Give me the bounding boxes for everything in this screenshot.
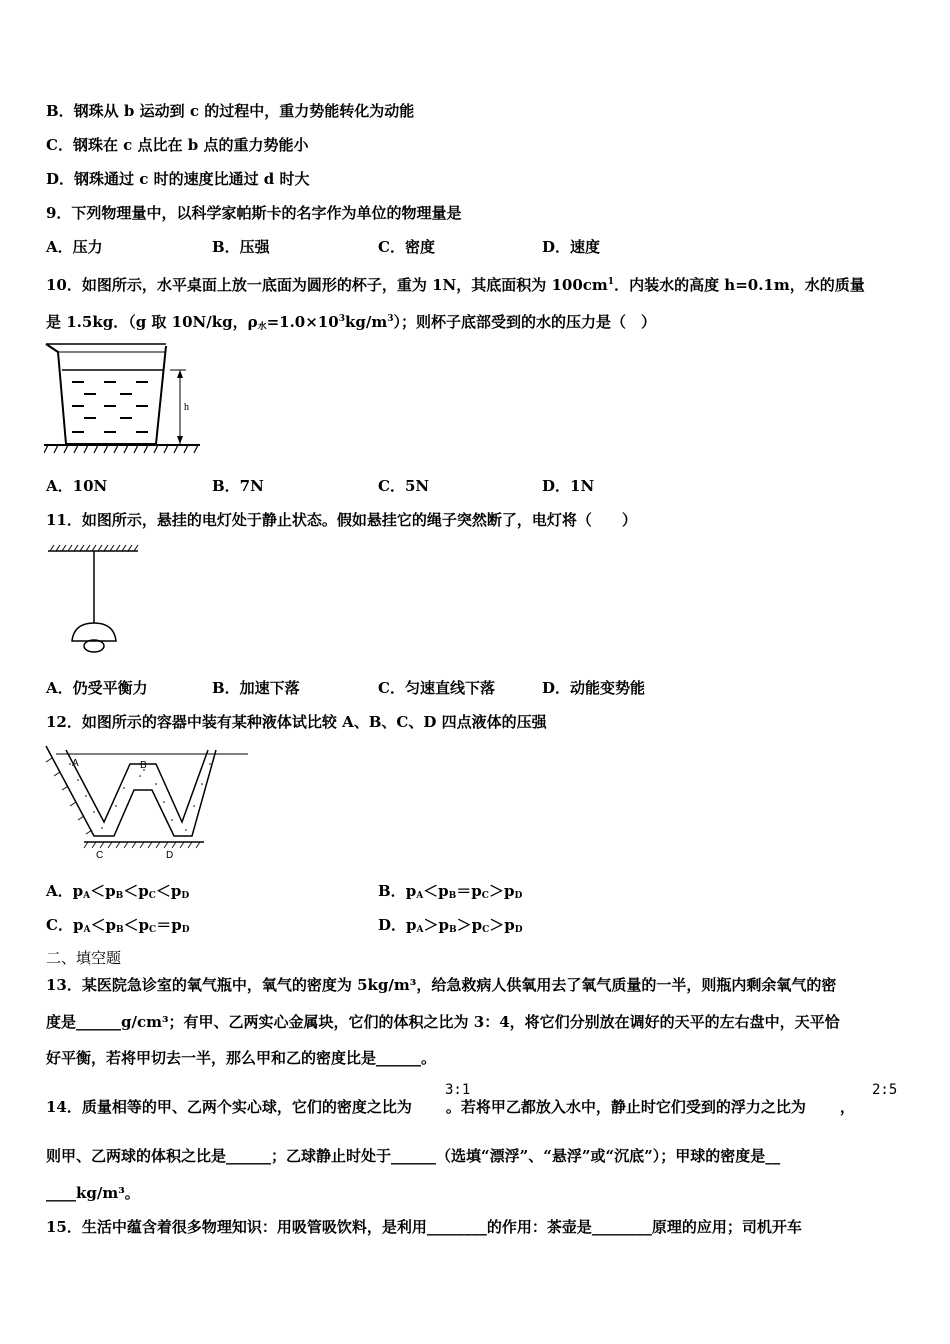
q12-option-a: A．$p_A<p_B<p_C<p_D$ xyxy=(46,882,190,901)
q10-option-a: A．10N xyxy=(46,477,108,495)
q14-line2: 则甲、乙两球的体积之比是______；乙球静止时处于______（选填“漂浮”、“悬浮”或“沉底”）；甲球的密度是__ xyxy=(46,1147,781,1165)
point-a-label: A xyxy=(72,758,79,769)
q13-line3: 好平衡，若将甲切去一半，那么甲和乙的密度比是______。 xyxy=(46,1049,437,1067)
q11-option-d: D．动能变势能 xyxy=(542,679,646,697)
q14-line3: ____kg/m³。 xyxy=(46,1184,140,1202)
q11-option-c: C．匀速直线下落 xyxy=(378,679,495,697)
q10-stem-line1: 10．如图所示，水平桌面上放一底面为圆形的杯子，重为 1N，其底面积为 $100cm^1$．内装水的高度 h=0.1m，水的质量 xyxy=(46,276,865,294)
q14-density-ratio: 3:1 xyxy=(445,1082,471,1098)
q8-option-d: D．钢珠通过 c 时的速度比通过 d 时大 xyxy=(46,170,310,188)
q11-stem: 11．如图所示，悬挂的电灯处于静止状态。假如悬挂它的绳子突然断了，电灯将（ ） xyxy=(46,511,637,529)
q14-buoyancy-ratio: 2:5 xyxy=(872,1082,898,1098)
height-label: h xyxy=(184,402,189,413)
q9-option-a: A．压力 xyxy=(46,238,103,256)
q12-option-d: D．$p_A>p_B>p_C>p_D$ xyxy=(378,916,523,935)
q12-stem: 12．如图所示的容器中装有某种液体试比较 A、B、C、D 四点液体的压强 xyxy=(46,713,547,731)
q8-option-c: C．钢珠在 c 点比在 b 点的重力势能小 xyxy=(46,136,309,154)
q12-option-c: C．$p_A<p_B<p_C=p_D$ xyxy=(46,916,190,935)
q10-option-b: B．7N xyxy=(212,477,264,495)
q15-line1: 15．生活中蕴含着很多物理知识：用吸管吸饮料，是利用________的作用：茶壶是________原理的应用；司机开车 xyxy=(46,1218,802,1236)
q9-option-b: B．压强 xyxy=(212,238,270,256)
q10-option-d: D．1N xyxy=(542,477,595,495)
point-c-label: C xyxy=(96,850,104,861)
q9-stem: 9．下列物理量中，以科学家帕斯卡的名字作为单位的物理量是 xyxy=(46,204,462,222)
w-container-figure xyxy=(44,744,252,862)
q12-option-b: B．$p_A<p_B=p_C>p_D$ xyxy=(378,882,523,901)
q9-option-c: C．密度 xyxy=(378,238,435,256)
section-heading-fill-in: 二、填空题 xyxy=(46,949,122,967)
cup-figure xyxy=(44,342,204,454)
q10-stem-line2: 是 1.5kg．（g 取 10N/kg，$\rho_水=1.0\times 10^3kg/m^3$）；则杯子底部受到的水的压力是（ ） xyxy=(46,313,656,332)
q13-line2: 度是______g/cm³；有甲、乙两实心金属块，它们的体积之比为 3：4，将它们分别放在调好的天平的左右盘中，天平恰 xyxy=(46,1013,840,1031)
q13-line1: 13．某医院急诊室的氧气瓶中，氧气的密度为 5kg/m³，给急救病人供氧用去了氧气质量的一半，则瓶内剩余氧气的密 xyxy=(46,976,837,994)
q11-option-a: A．仍受平衡力 xyxy=(46,679,148,697)
point-b-label: B xyxy=(140,760,147,771)
q8-option-b: B．钢珠从 b 运动到 c 的过程中，重力势能转化为动能 xyxy=(46,102,415,120)
q9-option-d: D．速度 xyxy=(542,238,601,256)
point-d-label: D xyxy=(166,850,174,861)
q10-option-c: C．5N xyxy=(378,477,430,495)
q14-line1: 14．质量相等的甲、乙两个实心球，它们的密度之比为 。若将甲乙都放入水中，静止时它们受到的浮力之比为 ， xyxy=(46,1098,855,1116)
lamp-figure xyxy=(46,543,142,659)
q11-option-b: B．加速下落 xyxy=(212,679,300,697)
